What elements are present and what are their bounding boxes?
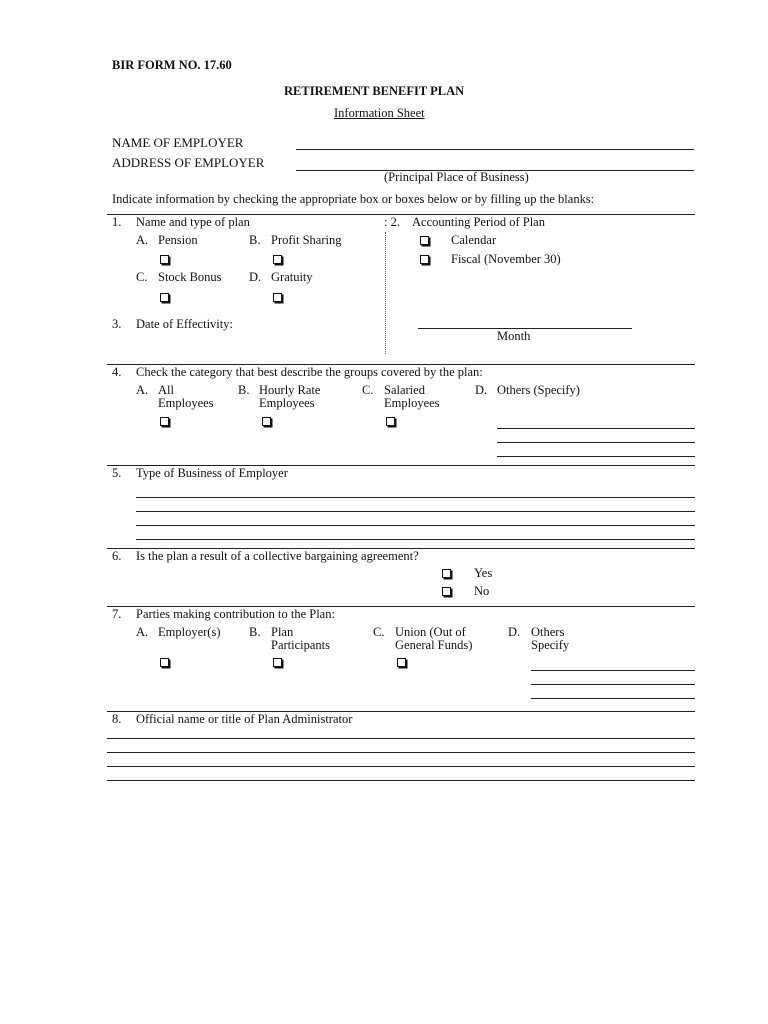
q4-option-b-line1: Hourly Rate <box>259 383 321 397</box>
employer-address-label: ADDRESS OF EMPLOYER <box>112 155 265 170</box>
q4-others-line-1[interactable] <box>497 428 695 429</box>
q7-option-c-letter: C. <box>373 625 385 639</box>
q4-option-a-letter: A. <box>136 383 149 397</box>
q7-option-b-line1: Plan <box>271 625 294 639</box>
q6-no-checkbox[interactable] <box>442 587 451 596</box>
q5-answer-line-1[interactable] <box>136 497 695 498</box>
q7-option-d-line1: Others <box>531 625 565 639</box>
q5-answer-line-3[interactable] <box>136 525 695 526</box>
q7-others-line-2[interactable] <box>531 684 695 685</box>
q6-yes-label: Yes <box>474 566 493 580</box>
q2-calendar-label: Calendar <box>451 233 497 247</box>
form-title: RETIREMENT BENEFIT PLAN <box>284 84 465 98</box>
q1-number: 1. <box>112 215 122 229</box>
q8-answer-line-4[interactable] <box>107 780 695 781</box>
form-number: BIR FORM NO. 17.60 <box>112 58 232 72</box>
q6-number: 6. <box>112 549 122 563</box>
q8-label: Official name or title of Plan Administrator <box>136 712 353 726</box>
q4-option-c-line1: Salaried <box>384 383 425 397</box>
q2-fiscal-checkbox[interactable] <box>420 255 429 264</box>
q1-option-c-letter: C. <box>136 270 148 284</box>
q7-option-c-line1: Union (Out of <box>395 625 466 639</box>
q7-option-c-line2: General Funds) <box>395 638 473 652</box>
employer-name-line <box>296 149 694 150</box>
q3-label: Date of Effectivity: <box>136 317 233 331</box>
q1-option-d-letter: D. <box>249 270 262 284</box>
q6-yes-checkbox[interactable] <box>442 569 451 578</box>
q1-option-b-letter: B. <box>249 233 261 247</box>
q3-number: 3. <box>112 317 122 331</box>
q1-option-c-label: Stock Bonus <box>158 270 222 284</box>
q4-option-d-line1: Others (Specify) <box>497 383 580 397</box>
form-subtitle: Information Sheet <box>334 106 425 120</box>
q4-option-c-letter: C. <box>362 383 374 397</box>
q7-union-checkbox[interactable] <box>397 658 406 667</box>
q8-answer-line-1[interactable] <box>107 738 695 739</box>
q8-answer-line-3[interactable] <box>107 766 695 767</box>
q7-option-d-line2: Specify <box>531 638 570 652</box>
q1-stock-bonus-checkbox[interactable] <box>160 293 169 302</box>
instructions-text: Indicate information by checking the appropriate box or boxes below or by filling up the blanks: <box>112 192 595 206</box>
q1-profit-sharing-checkbox[interactable] <box>273 255 282 264</box>
q4-number: 4. <box>112 365 122 379</box>
q1-gratuity-checkbox[interactable] <box>273 293 282 302</box>
q8-number: 8. <box>112 712 122 726</box>
q1-option-a-label: Pension <box>158 233 198 247</box>
q7-employer-checkbox[interactable] <box>160 658 169 667</box>
q4-salaried-checkbox[interactable] <box>386 417 395 426</box>
column-separator <box>385 232 386 354</box>
q7-option-a-line1: Employer(s) <box>158 625 221 639</box>
q4-hourly-rate-checkbox[interactable] <box>262 417 271 426</box>
q7-option-a-letter: A. <box>136 625 149 639</box>
q5-answer-line-4[interactable] <box>136 539 695 540</box>
q1-label: Name and type of plan <box>136 215 250 229</box>
q4-option-a-line1: All <box>158 383 174 397</box>
q5-answer-line-2[interactable] <box>136 511 695 512</box>
q4-all-employees-checkbox[interactable] <box>160 417 169 426</box>
q3-month-label: Month <box>497 329 531 343</box>
q3-date-field[interactable] <box>418 312 632 327</box>
employer-name-label: NAME OF EMPLOYER <box>112 135 244 150</box>
q8-answer-line-2[interactable] <box>107 752 695 753</box>
q5-number: 5. <box>112 466 122 480</box>
q7-others-line-3[interactable] <box>531 698 695 699</box>
q7-plan-participants-checkbox[interactable] <box>273 658 282 667</box>
q1-option-b-label: Profit Sharing <box>271 233 342 247</box>
q1-pension-checkbox[interactable] <box>160 255 169 264</box>
q7-others-line-1[interactable] <box>531 670 695 671</box>
employer-name-field[interactable] <box>296 134 694 149</box>
q7-number: 7. <box>112 607 122 621</box>
q7-option-b-line2: Participants <box>271 638 331 652</box>
address-note: (Principal Place of Business) <box>384 170 529 184</box>
q4-label: Check the category that best describe the groups covered by the plan: <box>136 365 483 379</box>
q2-fiscal-label: Fiscal (November 30) <box>451 252 561 266</box>
q4-others-line-2[interactable] <box>497 442 695 443</box>
q7-label: Parties making contribution to the Plan: <box>136 607 335 621</box>
q5-label: Type of Business of Employer <box>136 466 288 480</box>
q1-option-a-letter: A. <box>136 233 149 247</box>
q6-no-label: No <box>474 584 490 598</box>
q2-number: : 2. <box>384 215 400 229</box>
employer-address-field[interactable] <box>296 154 694 169</box>
q2-calendar-checkbox[interactable] <box>420 236 429 245</box>
q4-others-line-3[interactable] <box>497 456 695 457</box>
q4-option-b-line2: Employees <box>259 396 315 410</box>
q7-option-b-letter: B. <box>249 625 261 639</box>
q4-option-a-line2: Employees <box>158 396 214 410</box>
q7-option-d-letter: D. <box>508 625 521 639</box>
q4-option-b-letter: B. <box>238 383 250 397</box>
q4-option-d-letter: D. <box>475 383 488 397</box>
q2-label: Accounting Period of Plan <box>412 215 545 229</box>
q4-option-c-line2: Employees <box>384 396 440 410</box>
q6-label: Is the plan a result of a collective bargaining agreement? <box>136 549 419 563</box>
q1-option-d-label: Gratuity <box>271 270 313 284</box>
